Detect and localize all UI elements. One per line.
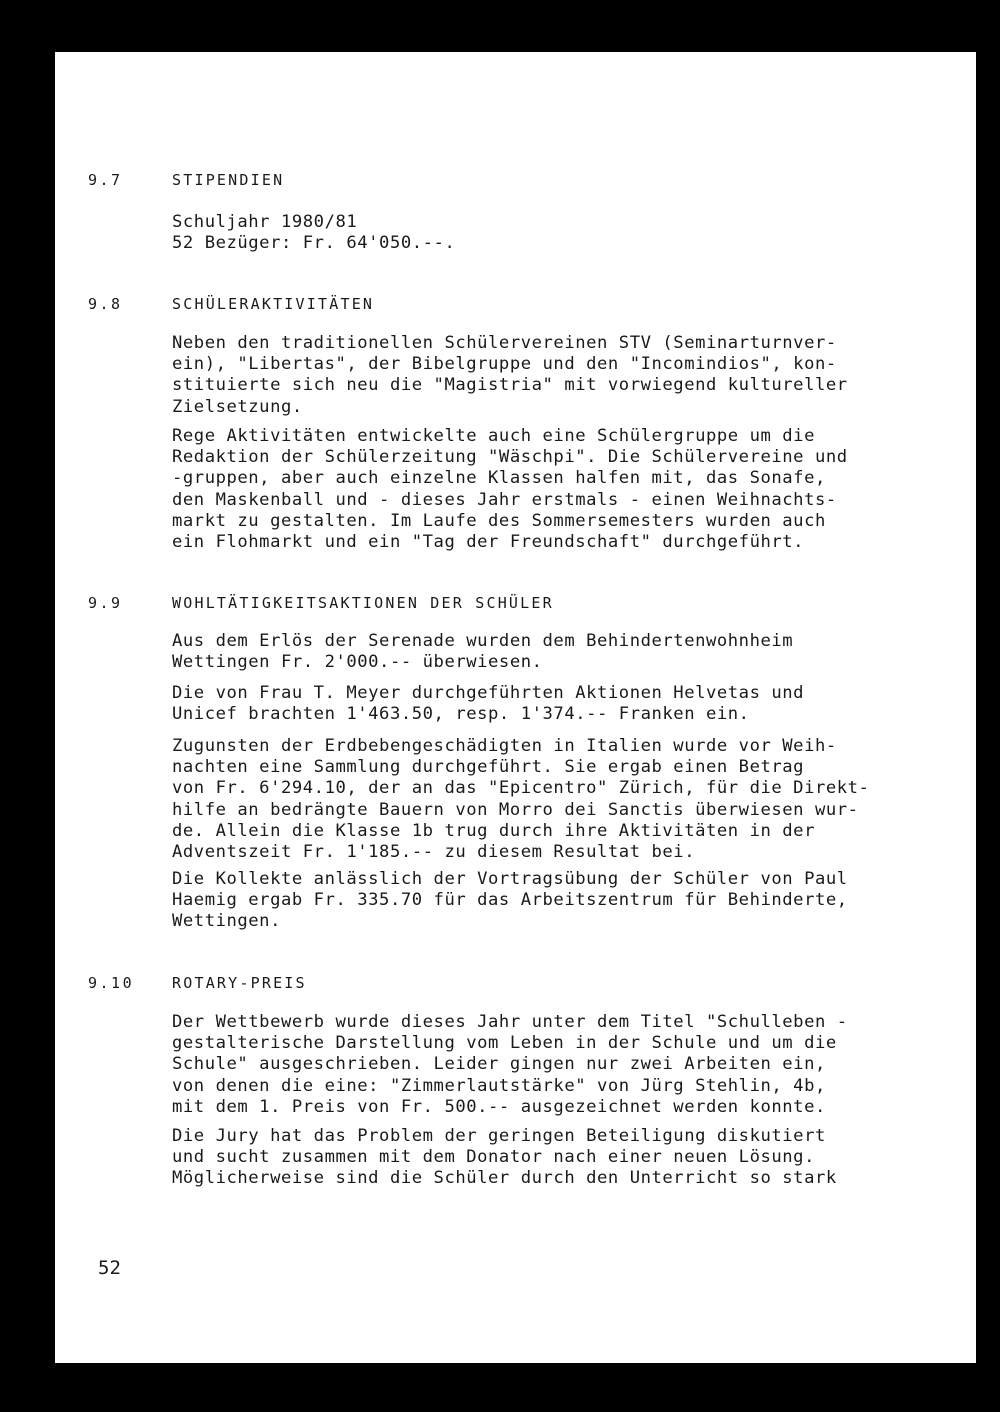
section-number: 9.8 xyxy=(88,295,123,313)
document-page xyxy=(55,52,976,1363)
paragraph: Die von Frau T. Meyer durchgeführten Aktionen Helvetas und Unicef brachten 1'463.50, resp. 1'374.-- Franken ein. xyxy=(172,683,805,725)
section-number: 9.7 xyxy=(88,171,123,189)
section-number: 9.10 xyxy=(88,974,135,992)
paragraph: Die Jury hat das Problem der geringen Beteiligung diskutiert und sucht zusammen mit dem Donator nach einer neuen Lösung. Möglicherweise sind die Schüler durch den Unterricht so stark xyxy=(172,1126,837,1189)
page-number: 52 xyxy=(98,1257,121,1279)
paragraph: Zugunsten der Erdbebengeschädigten in Italien wurde vor Weih- nachten eine Sammlung durchgeführt. Sie ergab einen Betrag von Fr. 6'294.10, der an das "Epicentro" Zürich, für die Direkt- hilfe an bedrängte Bauern von Morro dei Sanctis überwiesen wur- de. Allein die Klasse 1b trug durch ihre Aktivitäten in der Adventszeit Fr. 1'185.-- zu diesem Resultat bei. xyxy=(172,736,870,863)
section-number: 9.9 xyxy=(88,594,123,612)
section-title: WOHLTÄTIGKEITSAKTIONEN DER SCHÜLER xyxy=(172,594,554,612)
paragraph: Der Wettbewerb wurde dieses Jahr unter dem Titel "Schulleben - gestalterische Darstellung vom Leben in der Schule und um die Schule" ausgeschrieben. Leider gingen nur zwei Arbeiten ein, von denen die eine: "Zimmerlautstärke" von Jürg Stehlin, 4b, mit dem 1. Preis von Fr. 500.-- ausgezeichnet werden konnte. xyxy=(172,1012,848,1117)
paragraph: Neben den traditionellen Schülervereinen STV (Seminarturnver- ein), "Libertas", der Bibelgruppe und den "Incomindios", kon- stituierte sich neu die "Magistria" mit vorwiegend kultureller Zielsetzung. xyxy=(172,333,848,417)
paragraph: Rege Aktivitäten entwickelte auch eine Schülergruppe um die Redaktion der Schülerzeitung "Wäschpi". Die Schülervereine und -gruppen, aber auch einzelne Klassen halfen mit, das Sonafe, den Maskenball und - dieses Jahr erstmals - einen Weihnachts- markt zu gestalten. Im Laufe des Sommersemesters wurden auch ein Flohmarkt und ein "Tag der Freundschaft" durchgeführt. xyxy=(172,426,848,553)
paragraph: Aus dem Erlös der Serenade wurden dem Behindertenwohnheim Wettingen Fr. 2'000.-- überwiesen. xyxy=(172,631,794,673)
section-title: SCHÜLERAKTIVITÄTEN xyxy=(172,295,375,313)
section-title: STIPENDIEN xyxy=(172,171,285,189)
section-title: ROTARY-PREIS xyxy=(172,974,307,992)
paragraph: Die Kollekte anlässlich der Vortragsübung der Schüler von Paul Haemig ergab Fr. 335.70 für das Arbeitszentrum für Behinderte, Wettingen. xyxy=(172,869,848,932)
paragraph: Schuljahr 1980/81 52 Bezüger: Fr. 64'050.--. xyxy=(172,212,456,254)
